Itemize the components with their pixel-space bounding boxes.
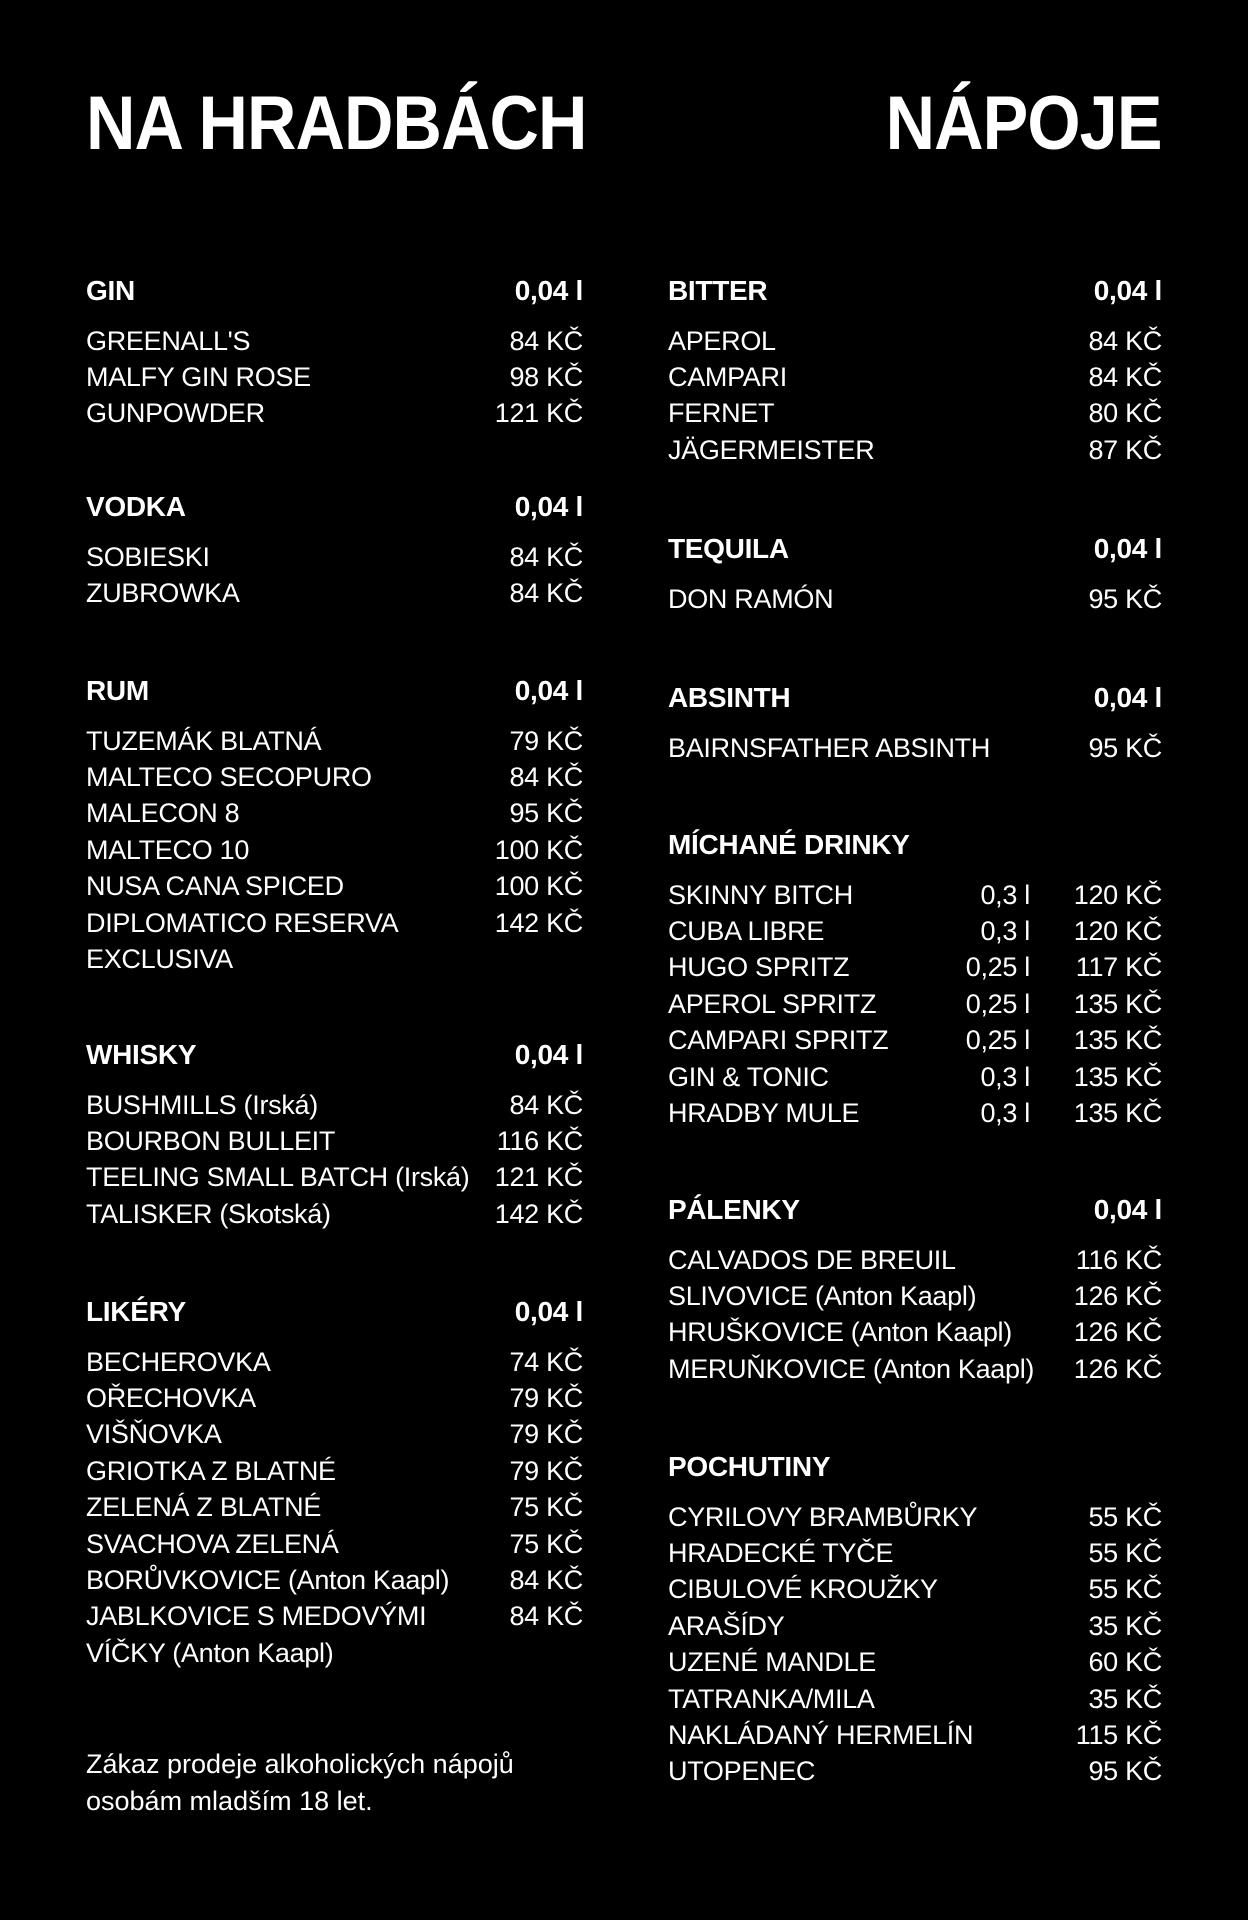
menu-item-row [668,1059,1162,1095]
menu-item-row [86,1453,583,1489]
section-unit: 0,04 l [514,1296,583,1327]
item-price: 126 KČ [1073,1317,1162,1348]
item-price: 135 KČ [1073,1061,1162,1092]
menu-item-row [668,1023,1162,1059]
item-name: TALISKER (Skotská) [86,1198,331,1229]
item-name: ZELENÁ Z BLATNÉ [86,1492,322,1523]
section-title: RUM [86,675,149,706]
menu-item-row [668,323,1162,359]
menu-item-row [86,1087,583,1123]
menu-item-row [86,759,583,795]
item-price: 98 KČ [509,361,583,392]
section-title: POCHUTINY [668,1451,831,1482]
item-price: 84 KČ [509,577,583,608]
item-price: 120 KČ [1073,915,1162,946]
item-price: 60 KČ [1088,1647,1162,1678]
menu-item-row [86,941,583,977]
menu-item-row [86,575,583,611]
section-unit: 0,04 l [1093,533,1162,564]
item-price: 121 KČ [494,1162,583,1193]
menu-item-row [86,1417,583,1453]
item-name: MALECON 8 [86,798,240,829]
menu-item-row [86,832,583,868]
menu-item-row [668,1754,1162,1790]
item-name: SOBIESKI [86,541,210,572]
menu-title: NÁPOJE [886,81,1162,166]
item-price: 116 KČ [1075,1244,1162,1275]
menu-item-row [668,1572,1162,1608]
item-price: 84 KČ [509,1564,583,1595]
item-name: HUGO SPRITZ [668,952,850,983]
item-name: JABLKOVICE S MEDOVÝMI [86,1601,427,1632]
item-name: GUNPOWDER [86,398,265,429]
item-name: GIN & TONIC [668,1061,829,1092]
item-price: 84 KČ [509,1601,583,1632]
item-price: 75 KČ [509,1528,583,1559]
item-price: 121 KČ [494,398,583,429]
menu-item-row [86,1344,583,1380]
item-volume: 0,3 l [980,1097,1030,1128]
section-title: VODKA [86,491,186,522]
menu-item-row [668,1278,1162,1314]
item-price: 120 KČ [1073,879,1162,910]
item-name: APEROL SPRITZ [668,988,877,1019]
menu-item-row [86,1196,583,1232]
menu-item-row [86,723,583,759]
item-volume: 0,3 l [980,915,1030,946]
menu-item-row [668,913,1162,949]
menu-item-row [86,1123,583,1159]
menu-item-row [668,1717,1162,1753]
item-name: APEROL [668,325,776,356]
section-unit: 0,04 l [1093,275,1162,306]
item-name: FERNET [668,398,775,429]
item-name: TATRANKA/MILA [668,1683,875,1714]
item-volume: 0,25 l [965,988,1030,1019]
menu-item-row [668,1242,1162,1278]
menu-item-row [668,1608,1162,1644]
section-unit: 0,04 l [514,675,583,706]
section-title: WHISKY [86,1039,197,1070]
item-name: UZENÉ MANDLE [668,1647,876,1678]
item-price: 135 KČ [1073,1025,1162,1056]
item-name: UTOPENEC [668,1756,816,1787]
item-price: 87 KČ [1088,434,1162,465]
menu-item-row [86,1490,583,1526]
menu-item-row [668,432,1162,468]
item-price: 79 KČ [509,1419,583,1450]
section-unit: 0,04 l [1093,682,1162,713]
item-name: EXCLUSIVA [86,943,233,974]
item-name: CALVADOS DE BREUIL [668,1244,956,1275]
item-price: 84 KČ [1088,325,1162,356]
item-price: 135 KČ [1073,1097,1162,1128]
menu-item-row [86,396,583,432]
item-name: VIŠŇOVKA [86,1419,222,1450]
menu-item-row [668,1681,1162,1717]
item-price: 79 KČ [509,725,583,756]
menu-item-row [86,1599,583,1635]
item-price: 126 KČ [1073,1353,1162,1384]
item-name: SLIVOVICE (Anton Kaapl) [668,1280,977,1311]
item-name: HRADECKÉ TYČE [668,1537,894,1568]
item-volume: 0,3 l [980,1061,1030,1092]
section-header-rum [86,673,583,709]
menu-item-row [668,986,1162,1022]
item-price: 84 KČ [509,541,583,572]
item-price: 84 KČ [509,1089,583,1120]
item-name: VÍČKY (Anton Kaapl) [86,1637,334,1668]
section-header-absinth [668,680,1162,716]
item-price: 80 KČ [1088,398,1162,429]
section-title: ABSINTH [668,682,791,713]
item-name: GRIOTKA Z BLATNÉ [86,1455,336,1486]
item-price: 135 KČ [1073,988,1162,1019]
section-unit: 0,04 l [1093,1194,1162,1225]
item-name: BECHEROVKA [86,1346,271,1377]
item-price: 95 KČ [1088,732,1162,763]
item-name: MALFY GIN ROSE [86,361,311,392]
venue-title: NA HRADBÁCH [86,81,587,166]
item-volume: 0,3 l [980,879,1030,910]
section-header-likery [86,1294,583,1330]
item-name: NAKLÁDANÝ HERMELÍN [668,1719,974,1750]
section-header-vodka [86,489,583,525]
menu-item-row [86,869,583,905]
item-name: CIBULOVÉ KROUŽKY [668,1574,938,1605]
item-price: 100 KČ [494,834,583,865]
item-price: 74 KČ [509,1346,583,1377]
menu-item-row [86,1635,583,1671]
section-title: GIN [86,275,135,306]
menu-item-row [668,1535,1162,1571]
menu-item-row [86,323,583,359]
menu-item-row [668,1095,1162,1131]
item-price: 142 KČ [494,1198,583,1229]
menu-item-row [86,539,583,575]
item-name: DIPLOMATICO RESERVA [86,907,399,938]
item-price: 55 KČ [1088,1537,1162,1568]
item-price: 100 KČ [494,871,583,902]
item-name: SKINNY BITCH [668,879,853,910]
section-header-gin [86,273,583,309]
item-price: 117 KČ [1075,952,1162,983]
section-title: MÍCHANÉ DRINKY [668,829,910,860]
item-price: 35 KČ [1088,1610,1162,1641]
section-title: LIKÉRY [86,1296,186,1327]
section-unit: 0,04 l [514,1039,583,1070]
item-name: CUBA LIBRE [668,915,825,946]
item-name: ZUBROWKA [86,577,240,608]
menu-item-row [668,1351,1162,1387]
item-name: CYRILOVY BRAMBŮRKY [668,1501,978,1532]
item-price: 79 KČ [509,1382,583,1413]
section-unit: 0,04 l [514,275,583,306]
menu-item-row [86,359,583,395]
item-price: 142 KČ [494,907,583,938]
section-header-tequila [668,531,1162,567]
item-name: NUSA CANA SPICED [86,871,344,902]
item-price: 75 KČ [509,1492,583,1523]
menu-item-row [668,877,1162,913]
item-name: JÄGERMEISTER [668,434,875,465]
menu-item-row [668,730,1162,766]
item-volume: 0,25 l [965,952,1030,983]
item-name: BAIRNSFATHER ABSINTH [668,732,991,763]
age-restriction-notice: osobám mladším 18 let. [86,1786,373,1816]
section-header-pochutiny [668,1449,1162,1485]
item-price: 84 KČ [509,761,583,792]
section-header-bitter [668,273,1162,309]
item-name: GREENALL'S [86,325,251,356]
section-title: BITTER [668,275,768,306]
item-name: SVACHOVA ZELENÁ [86,1528,339,1559]
item-price: 95 KČ [509,798,583,829]
menu-item-row [86,796,583,832]
menu-item-row [668,1645,1162,1681]
section-unit: 0,04 l [514,491,583,522]
item-price: 115 KČ [1075,1719,1162,1750]
menu-item-row [668,1499,1162,1535]
item-name: HRADBY MULE [668,1097,860,1128]
menu-item-row [668,950,1162,986]
item-name: TEELING SMALL BATCH (Irská) [86,1162,470,1193]
menu-item-row [86,1562,583,1598]
section-title: TEQUILA [668,533,789,564]
age-restriction-notice: Zákaz prodeje alkoholických nápojů [86,1749,514,1779]
item-name: HRUŠKOVICE (Anton Kaapl) [668,1317,1012,1348]
item-price: 55 KČ [1088,1574,1162,1605]
menu-item-row [668,359,1162,395]
menu-item-row [668,1315,1162,1351]
item-name: BUSHMILLS (Irská) [86,1089,318,1120]
item-price: 84 KČ [1088,361,1162,392]
item-price: 95 KČ [1088,583,1162,614]
item-name: ARAŠÍDY [668,1610,785,1641]
section-header-whisky [86,1037,583,1073]
menu-item-row [86,905,583,941]
item-price: 35 KČ [1088,1683,1162,1714]
menu-item-row [668,581,1162,617]
item-name: BOURBON BULLEIT [86,1125,336,1156]
section-header-palenky [668,1192,1162,1228]
menu-item-row [86,1526,583,1562]
item-name: MERUŇKOVICE (Anton Kaapl) [668,1353,1035,1384]
item-price: 95 KČ [1088,1756,1162,1787]
item-name: OŘECHOVKA [86,1382,256,1413]
section-header-michane [668,827,1162,863]
item-name: TUZEMÁK BLATNÁ [86,725,322,756]
item-name: CAMPARI [668,361,787,392]
menu-item-row [86,1380,583,1416]
menu-item-row [86,1160,583,1196]
item-price: 55 KČ [1088,1501,1162,1532]
item-name: BORŮVKOVICE (Anton Kaapl) [86,1564,450,1595]
menu-item-row [668,396,1162,432]
section-title: PÁLENKY [668,1194,800,1225]
item-price: 116 KČ [496,1125,583,1156]
item-name: MALTECO 10 [86,834,250,865]
item-name: CAMPARI SPRITZ [668,1025,889,1056]
item-price: 84 KČ [509,325,583,356]
item-name: DON RAMÓN [668,583,834,614]
item-volume: 0,25 l [965,1025,1030,1056]
item-price: 126 KČ [1073,1280,1162,1311]
item-price: 79 KČ [509,1455,583,1486]
item-name: MALTECO SECOPURO [86,761,372,792]
